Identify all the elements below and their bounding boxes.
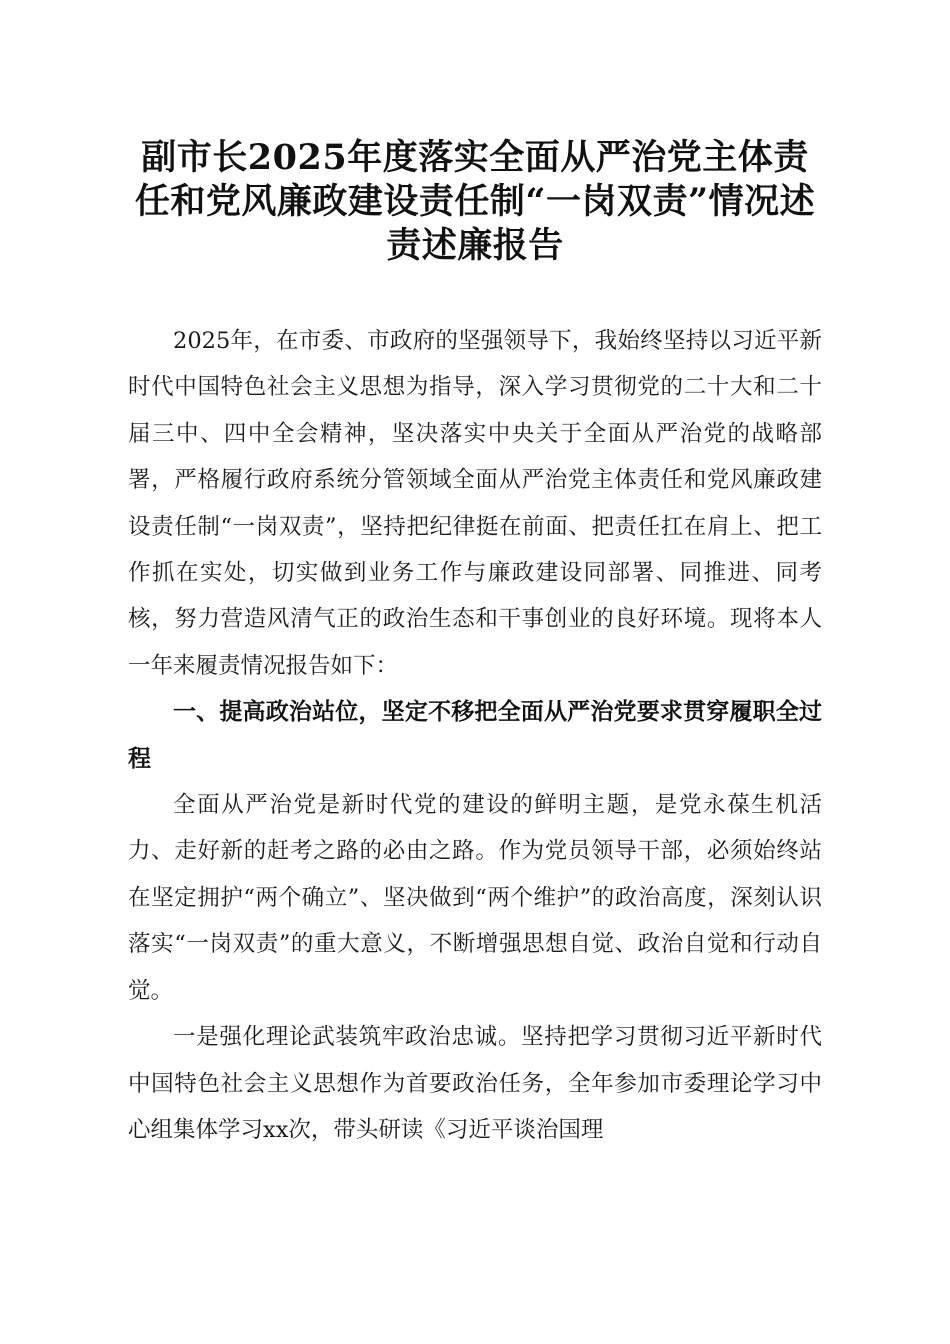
paragraph-section-1-intro: 全面从严治党是新时代党的建设的鲜明主题，是党永葆生机活力、走好新的赶考之路的必由之路。作为党员领导干部，必须始终站在坚定拥护“两个确立”、坚决做到“两个维护”的政治高度，深刻认识落实“一岗双责”的重大意义，不断增强思想自觉、政治自觉和行动自觉。 [128,792,822,1004]
section-heading-1: 一、提高政治站位，坚定不移把全面从严治党要求贯穿履职全过程 [128,699,822,772]
paragraph-intro: 2025年，在市委、市政府的坚强领导下，我始终坚持以习近平新时代中国特色社会主义思想为指导，深入学习贯彻党的二十大和二十届三中、四中全会精神，坚决落实中央关于全面从严治党的战略部署，严格履行政府系统分管领域全面从严治党主体责任和党风廉政建设责任制“一岗双责”，坚持把纪律挺在前面、把责任扛在肩上、把工作抓在实处，切实做到业务工作与廉政建设同部署、同推进、同考核，努力营造风清气正的政治生态和干事创业的良好环境。现将本人一年来履责情况报告如下： [128,328,822,679]
document-body [128,318,822,1153]
document-title: 副市长2025年度落实全面从严治党主体责任和党风廉政建设责任制“一岗双责”情况述责述廉报告 [134,137,816,266]
paragraph-section-1-point-1: 一是强化理论武装筑牢政治忠诚。坚持把学习贯彻习近平新时代中国特色社会主义思想作为首要政治任务，全年参加市委理论学习中心组集体学习xx次，带头研读《习近平谈治国理 [128,1024,822,1143]
